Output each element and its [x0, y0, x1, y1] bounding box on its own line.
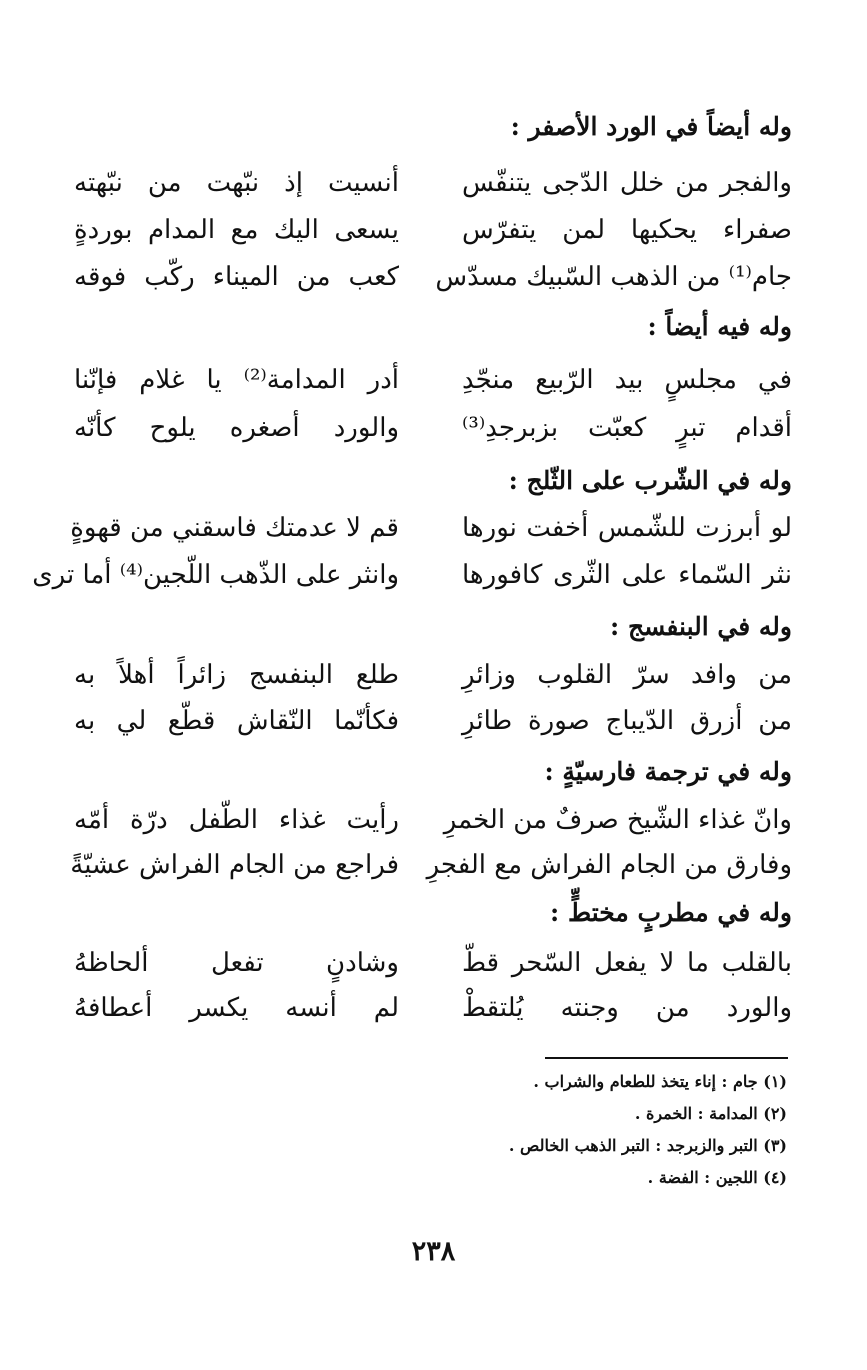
verse-first-hemistich: يسعى اليك مع المدام بوردةٍ: [74, 215, 399, 245]
verse-first-hemistich: فكأنّما النّقاش قطّع لي به: [74, 706, 399, 736]
verse-first-hemistich: أنسيت إذ نبّهت من نبّهته: [74, 168, 399, 198]
verse-second-hemistich: والفجر من خلل الدّجى يتنفّس: [462, 168, 792, 198]
verse-second-hemistich: بالقلب ما لا يفعل السّحر قطّ: [462, 948, 792, 978]
footnote-divider: [545, 1057, 788, 1059]
verse-first-hemistich: لم أنسه يكسر أعطافهُ: [74, 993, 399, 1023]
footnote: (١) جام : إناء يتخذ للطعام والشراب .: [533, 1072, 787, 1091]
verse-first-hemistich: وشادنٍ تفعل ألحاظهُ: [74, 948, 399, 978]
verse-second-hemistich: لو أبرزت للشّمس أخفت نورها: [462, 513, 792, 543]
verse-second-hemistich: صفراء يحكيها لمن يتفرّس: [462, 215, 792, 245]
section-heading: وله في مطربٍ مختطٍّ :: [550, 898, 792, 927]
verse-first-hemistich: رأيت غذاء الطّفل درّة أمّه: [74, 805, 399, 835]
verse-second-hemistich: جام⁽¹⁾ من الذهب السّبيك مسدّس: [435, 262, 792, 292]
verse-second-hemistich: وفارق من الجام الفراش مع الفجرِ: [426, 850, 792, 880]
section-heading: وله في ترجمة فارسيّةٍ :: [544, 757, 792, 786]
verse-first-hemistich: فراجع من الجام الفراش عشيّةً: [70, 850, 399, 880]
verse-second-hemistich: من وافد سرّ القلوب وزائرِ: [462, 660, 792, 690]
footnote: (٤) اللجين : الفضة .: [647, 1168, 787, 1187]
verse-first-hemistich: أدر المدامة⁽²⁾ يا غلام فإنّنا: [74, 365, 399, 395]
verse-first-hemistich: وانثر على الذّهب اللّجين⁽⁴⁾ أما ترى: [32, 560, 399, 590]
section-heading: وله فيه أيضاً :: [647, 312, 792, 341]
verse-first-hemistich: كعب من الميناء ركّب فوقه: [74, 262, 399, 292]
verse-second-hemistich: والورد من وجنته يُلتقطْ: [462, 993, 792, 1023]
verse-second-hemistich: أقدام تبرٍ كعبّت بزبرجدِ⁽³⁾: [462, 413, 792, 443]
section-heading: وله أيضاً في الورد الأصفر :: [510, 112, 792, 141]
verse-second-hemistich: نثر السّماء على الثّرى كافورها: [462, 560, 792, 590]
verse-second-hemistich: في مجلسٍ بيد الرّبيع منجّدِ: [462, 365, 792, 395]
verse-first-hemistich: قم لا عدمتك فاسقني من قهوةٍ: [70, 513, 399, 543]
verse-second-hemistich: وانّ غذاء الشّيخ صرفٌ من الخمرِ: [443, 805, 792, 835]
verse-first-hemistich: طلع البنفسج زائراً أهلاً به: [74, 660, 399, 690]
section-heading: وله في الشّرب على الثّلج :: [508, 466, 792, 495]
page-number: ٢٣٨: [411, 1236, 456, 1267]
verse-first-hemistich: والورد أصغره يلوح كأنّه: [74, 413, 399, 443]
section-heading: وله في البنفسج :: [610, 612, 792, 641]
footnote: (٢) المدامة : الخمرة .: [634, 1104, 787, 1123]
footnote: (٣) التبر والزبرجد : التبر الذهب الخالص .: [508, 1136, 787, 1155]
verse-second-hemistich: من أزرق الدّيباج صورة طائرِ: [462, 706, 792, 736]
